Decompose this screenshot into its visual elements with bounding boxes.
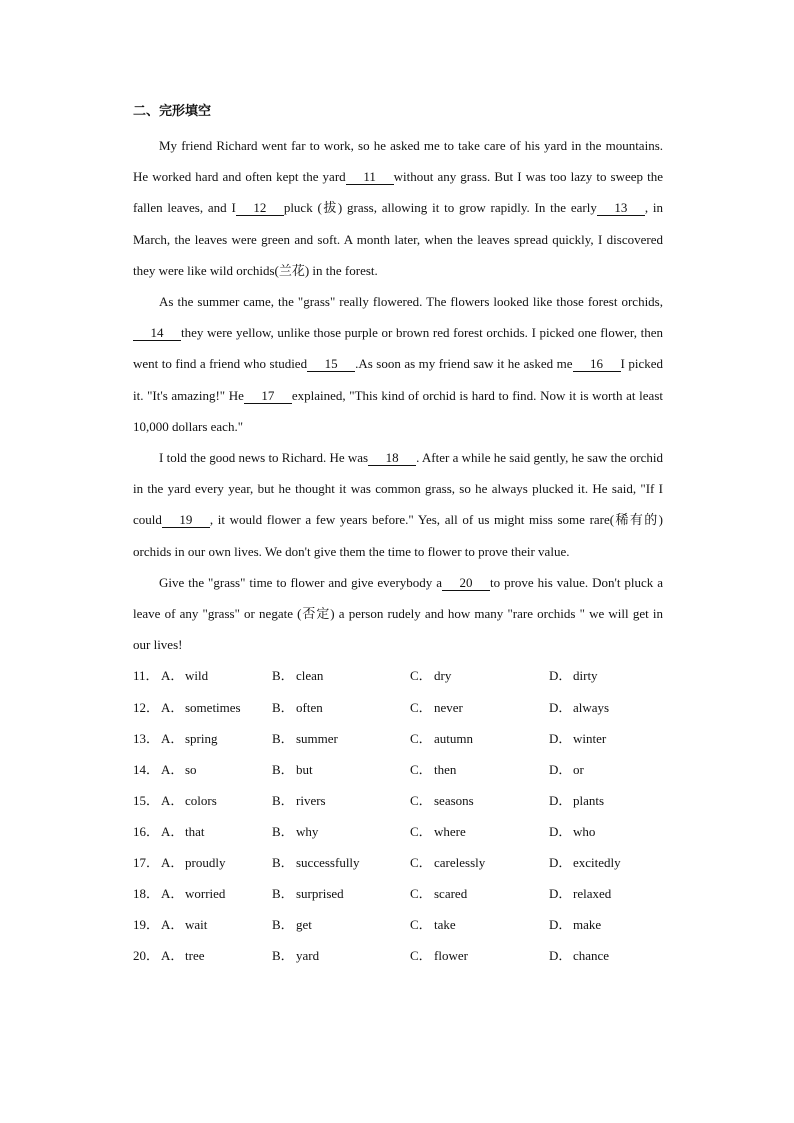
- option-a: [161, 660, 272, 691]
- option-a: [161, 816, 272, 847]
- option-letter: A．: [161, 948, 184, 964]
- option-letter: D．: [549, 699, 572, 715]
- option-letter: B．: [272, 886, 294, 902]
- option-text: or: [573, 761, 584, 777]
- option-text: rivers: [296, 792, 326, 808]
- option-text: autumn: [434, 730, 473, 746]
- option-letter: B．: [272, 917, 294, 933]
- option-b: [272, 940, 410, 971]
- passage-text: .As soon as my friend saw it he asked me: [355, 356, 573, 372]
- option-c: [410, 847, 549, 878]
- option-text: yard: [296, 948, 320, 964]
- question-row: [133, 785, 663, 816]
- option-a: [161, 723, 272, 754]
- option-text: proudly: [185, 855, 226, 871]
- option-letter: D．: [549, 730, 572, 746]
- passage-text: As the summer came, the "grass" really flowered. The flowers looked like those forest orchids,: [159, 294, 663, 310]
- option-c: [410, 816, 549, 847]
- option-letter: D．: [549, 761, 572, 777]
- option-b: [272, 878, 410, 909]
- option-letter: D．: [549, 668, 572, 684]
- blank-number: 16: [573, 356, 621, 372]
- question-number: 11．: [133, 668, 159, 684]
- option-letter: B．: [272, 730, 294, 746]
- passage-text: they were yellow, unlike those purple or brown red forest orchids. I picked one flower, then went to find a friend who studied: [133, 325, 663, 372]
- option-text: who: [573, 823, 596, 839]
- option-letter: A．: [161, 730, 184, 746]
- blank-number: 11: [346, 169, 394, 185]
- option-b: [272, 909, 410, 940]
- option-text: dry: [434, 668, 452, 684]
- passage-text: , in March, the leaves were green and soft. A month later, when the leaves spread quickly, I discovered they were like wild orchids(兰花) in the forest.: [133, 200, 663, 278]
- option-a: [161, 847, 272, 878]
- option-d: [549, 816, 663, 847]
- option-a: [161, 692, 272, 723]
- option-letter: D．: [549, 886, 572, 902]
- option-letter: D．: [549, 917, 572, 933]
- option-c: [410, 754, 549, 785]
- option-text: make: [573, 917, 602, 933]
- option-letter: B．: [272, 761, 294, 777]
- option-letter: C．: [410, 761, 432, 777]
- option-b: [272, 723, 410, 754]
- option-b: [272, 692, 410, 723]
- option-text: spring: [185, 730, 218, 746]
- option-letter: C．: [410, 668, 432, 684]
- option-d: [549, 847, 663, 878]
- option-text: excitedly: [573, 855, 621, 871]
- blank-number: 19: [162, 512, 210, 528]
- option-text: where: [434, 823, 466, 839]
- option-d: [549, 660, 663, 691]
- option-text: why: [296, 823, 319, 839]
- option-text: chance: [573, 948, 610, 964]
- option-text: tree: [185, 948, 205, 964]
- option-letter: A．: [161, 823, 184, 839]
- option-d: [549, 940, 663, 971]
- option-text: always: [573, 699, 610, 715]
- option-letter: A．: [161, 792, 184, 808]
- option-d: [549, 878, 663, 909]
- option-letter: A．: [161, 668, 184, 684]
- passage-text: . After a while he said gently, he saw the orchid in the yard every year, but he thought it was common grass, so he always plucked it. He said, "If I could: [133, 450, 663, 528]
- option-letter: A．: [161, 917, 184, 933]
- option-text: get: [296, 917, 312, 933]
- blank-number: 15: [307, 356, 355, 372]
- option-text: wild: [185, 668, 209, 684]
- option-text: scared: [434, 886, 468, 902]
- passage-paragraph: [133, 567, 663, 661]
- question-row: [133, 692, 663, 723]
- option-c: [410, 909, 549, 940]
- option-letter: B．: [272, 792, 294, 808]
- passage-text: Give the "grass" time to flower and give everybody a: [159, 574, 442, 590]
- option-d: [549, 723, 663, 754]
- option-letter: B．: [272, 823, 294, 839]
- option-text: successfully: [296, 855, 360, 871]
- option-b: [272, 754, 410, 785]
- option-c: [410, 940, 549, 971]
- option-text: clean: [296, 668, 324, 684]
- passage-text: without any grass. But I was too lazy to sweep the fallen leaves, and I: [133, 169, 663, 216]
- option-c: [410, 723, 549, 754]
- option-text: dirty: [573, 668, 598, 684]
- option-letter: D．: [549, 948, 572, 964]
- option-letter: C．: [410, 886, 432, 902]
- document-page: [133, 100, 663, 971]
- question-number: 12．: [133, 699, 160, 715]
- option-text: plants: [573, 792, 605, 808]
- option-text: relaxed: [573, 886, 612, 902]
- cloze-passage: [133, 130, 663, 660]
- option-letter: D．: [549, 855, 572, 871]
- option-text: sometimes: [185, 699, 241, 715]
- option-text: flower: [434, 948, 468, 964]
- question-number: 17．: [133, 855, 160, 871]
- option-text: often: [296, 699, 323, 715]
- passage-text: I picked it. "It's amazing!" He: [133, 356, 663, 403]
- option-c: [410, 878, 549, 909]
- question-number: 20．: [133, 948, 160, 964]
- blank-number: 17: [244, 388, 292, 404]
- passage-text: , it would flower a few years before." Yes, all of us might miss some rare(稀有的) orchids in our own lives. We don't give them the time to flower to prove their value.: [133, 512, 663, 559]
- option-letter: C．: [410, 730, 432, 746]
- question-row: [133, 909, 663, 940]
- option-c: [410, 785, 549, 816]
- question-number: 19．: [133, 917, 160, 933]
- option-a: [161, 940, 272, 971]
- option-letter: B．: [272, 668, 294, 684]
- question-number: 15．: [133, 792, 160, 808]
- passage-paragraph: [133, 286, 663, 442]
- option-letter: B．: [272, 699, 294, 715]
- option-b: [272, 816, 410, 847]
- section-title: 二、完形填空: [133, 104, 212, 119]
- option-d: [549, 754, 663, 785]
- option-letter: A．: [161, 855, 184, 871]
- question-row: [133, 754, 663, 785]
- blank-number: 12: [236, 200, 284, 216]
- option-text: summer: [296, 730, 338, 746]
- option-text: but: [296, 761, 313, 777]
- option-d: [549, 909, 663, 940]
- option-letter: B．: [272, 855, 294, 871]
- option-text: seasons: [434, 792, 474, 808]
- blank-number: 20: [442, 575, 490, 591]
- blank-number: 14: [133, 325, 181, 341]
- option-b: [272, 785, 410, 816]
- question-number: 18．: [133, 886, 160, 902]
- option-letter: D．: [549, 792, 572, 808]
- question-row: [133, 816, 663, 847]
- option-letter: C．: [410, 699, 432, 715]
- passage-text: pluck (拔) grass, allowing it to grow rapidly. In the early: [283, 200, 597, 216]
- question-row: [133, 660, 663, 691]
- passage-text: to prove his value. Don't pluck a leave of any "grass" or negate (否定) a person rudely and how many "rare orchids " we will get in our lives!: [133, 574, 663, 653]
- option-letter: A．: [161, 886, 184, 902]
- passage-text: I told the good news to Richard. He was: [159, 450, 369, 466]
- option-c: [410, 692, 549, 723]
- option-letter: C．: [410, 823, 432, 839]
- option-b: [272, 847, 410, 878]
- option-text: that: [185, 823, 205, 839]
- question-number: 13．: [133, 730, 160, 746]
- passage-text: explained, "This kind of orchid is hard to find. Now it is worth at least 10,000 dollars each.": [133, 387, 663, 434]
- passage-paragraph: [133, 442, 663, 567]
- option-a: [161, 878, 272, 909]
- option-letter: C．: [410, 917, 432, 933]
- option-c: [410, 660, 549, 691]
- question-number: 16．: [133, 823, 160, 839]
- option-text: never: [434, 699, 463, 715]
- option-b: [272, 660, 410, 691]
- option-text: wait: [185, 917, 208, 933]
- option-text: worried: [185, 886, 226, 902]
- option-text: so: [185, 761, 197, 777]
- option-letter: C．: [410, 792, 432, 808]
- option-letter: A．: [161, 699, 184, 715]
- question-row: [133, 847, 663, 878]
- option-letter: A．: [161, 761, 184, 777]
- question-row: [133, 723, 663, 754]
- option-text: carelessly: [434, 855, 486, 871]
- passage-text: My friend Richard went far to work, so he asked me to take care of his yard in the mountains. He worked hard and often kept the yard: [133, 138, 663, 185]
- question-row: [133, 940, 663, 971]
- option-letter: B．: [272, 948, 294, 964]
- option-a: [161, 754, 272, 785]
- option-text: surprised: [296, 886, 344, 902]
- question-options: [133, 660, 663, 971]
- question-number: 14．: [133, 761, 160, 777]
- option-d: [549, 785, 663, 816]
- option-letter: C．: [410, 855, 432, 871]
- option-text: take: [434, 917, 456, 933]
- question-row: [133, 878, 663, 909]
- option-text: winter: [573, 730, 607, 746]
- option-a: [161, 785, 272, 816]
- option-text: then: [434, 761, 457, 777]
- blank-number: 18: [368, 450, 416, 466]
- option-d: [549, 692, 663, 723]
- passage-paragraph: [133, 130, 663, 286]
- option-text: colors: [185, 792, 217, 808]
- option-letter: D．: [549, 823, 572, 839]
- blank-number: 13: [597, 200, 645, 216]
- option-letter: C．: [410, 948, 432, 964]
- option-a: [161, 909, 272, 940]
